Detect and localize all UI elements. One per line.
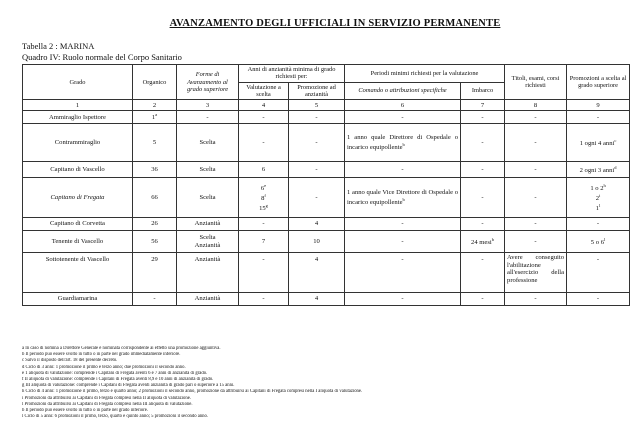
anzianita-cell: - — [289, 162, 345, 178]
quadro-label: Quadro IV: Ruolo normale del Corpo Sanitario — [22, 52, 182, 62]
comando-cell: - — [345, 253, 461, 293]
col-number: 1 — [23, 100, 133, 111]
titoli-cell: - — [505, 162, 567, 178]
grado-cell: Ammiraglio Ispettore — [23, 111, 133, 124]
organico-cell: 1$^a$ — [133, 111, 177, 124]
header-imbarco: Imbarco — [461, 82, 505, 100]
imbarco-cell: - — [461, 178, 505, 218]
promozioni-cell: 1 o 2$^h$ 2$^i$ 1$^l$ — [567, 178, 630, 218]
header-titoli: Titoli, esami, corsi richiesti — [505, 65, 567, 100]
forme-cell: Anzianità — [177, 218, 239, 231]
table-row — [23, 111, 630, 124]
table-row — [23, 253, 630, 293]
table-row — [23, 124, 630, 162]
titoli-cell: - — [505, 218, 567, 231]
grado-cell: Capitano di Corvetta — [23, 218, 133, 231]
grado-cell: Sottotenente di Vascello — [23, 253, 133, 293]
grado-cell: Capitano di Vascello — [23, 162, 133, 178]
forme-cell: Anzianità — [177, 293, 239, 306]
organico-cell: 29 — [133, 253, 177, 293]
organico-cell: 5 — [133, 124, 177, 162]
promozioni-cell: 1 ogni 4 anni$^c$ — [567, 124, 630, 162]
comando-cell: - — [345, 293, 461, 306]
footnote: i Promozioni da attribuirsi ai Capitani di Fregata compresi nella II aliquota di valutazione. — [22, 395, 191, 401]
imbarco-cell: - — [461, 253, 505, 293]
anzianita-cell: 4 — [289, 293, 345, 306]
comando-cell: - — [345, 231, 461, 253]
grado-cell: Capitano di Fregata — [23, 178, 133, 218]
valutazione-cell: - — [239, 253, 289, 293]
anzianita-cell: - — [289, 111, 345, 124]
imbarco-cell: - — [461, 124, 505, 162]
valutazione-cell: - — [239, 293, 289, 306]
table-row — [23, 178, 630, 218]
imbarco-cell: - — [461, 111, 505, 124]
titoli-cell: Avere conseguito l'abilitazione all'esercizio della professione — [505, 253, 567, 293]
anzianita-cell: 10 — [289, 231, 345, 253]
footnote: l Promozioni da attribuirsi ai Capitani di Fregata compresi nella III aliquota di valutazione. — [22, 401, 193, 407]
valutazione-cell: - — [239, 111, 289, 124]
footnote: a In caso di nomina a Direttore Generale è nominata corrispondente ai effetto una promozione aggiuntiva. — [22, 346, 221, 351]
header-anni-group: Anni di anzianità minima di grado richiesti per: — [239, 65, 345, 83]
column-number-row — [23, 100, 630, 111]
footnotes — [22, 346, 632, 420]
organico-cell: 26 — [133, 218, 177, 231]
grado-cell: Guardiamarina — [23, 293, 133, 306]
header-promozione-anzianita: Promozione ad anzianità — [289, 82, 345, 100]
document-title: AVANZAMENTO DEGLI UFFICIALI IN SERVIZIO PERMANENTE — [169, 18, 501, 29]
forme-cell: Scelta — [177, 124, 239, 162]
col-number: 6 — [345, 100, 461, 111]
col-number: 7 — [461, 100, 505, 111]
comando-cell: - — [345, 162, 461, 178]
grado-cell: Contrammiraglio — [23, 124, 133, 162]
footnote: f II aliquota di valutazione: comprende i Capitani di Fregata aventi 8,9 e 10 anni di anzianità di grado. — [22, 377, 214, 383]
footnote: b Il periodo può essere svolto in tutto o in parte nel grado inferiore. — [22, 408, 149, 414]
col-number: 9 — [567, 100, 630, 111]
header-grado: Grado — [23, 65, 133, 100]
promozioni-cell: - — [567, 253, 630, 293]
imbarco-cell: 24 mesi$^b$ — [461, 231, 505, 253]
promozioni-cell: 2 ogni 3 anni$^d$ — [567, 162, 630, 178]
table-row — [23, 231, 630, 253]
valutazione-cell: - — [239, 124, 289, 162]
imbarco-cell: - — [461, 218, 505, 231]
comando-cell: - — [345, 111, 461, 124]
advancement-table — [22, 64, 630, 306]
footnote: l Ciclo di 5 anni: 6 promozioni il primo, terzo, quarto e quinto anno; 5 promozioni il secondo anno. — [22, 414, 209, 420]
valutazione-cell: 7 — [239, 231, 289, 253]
forme-cell: Anzianità — [177, 253, 239, 293]
organico-cell: 66 — [133, 178, 177, 218]
promozioni-cell: 5 o 6$^l$ — [567, 231, 630, 253]
forme-cell: Scelta Anzianità — [177, 231, 239, 253]
footnote: d Ciclo di 3 anni: 1 promozione il primo e terzo anno; due promozioni il secondo anno. — [22, 364, 186, 370]
col-number: 3 — [177, 100, 239, 111]
promozioni-cell: - — [567, 218, 630, 231]
valutazione-cell: 6e 8$^f$ 15$^g$ — [239, 178, 289, 218]
footnote: g III aliquota di valutazione: comprende i Capitani di Fregata aventi anzianità di grado pari o superiore a 15 anni. — [22, 383, 235, 389]
footnote: e 1 aliquota di valutazione: comprende i Capitani di Fregata aventi 6 e 7 anni di anzianità di grado. — [22, 370, 208, 376]
titoli-cell: - — [505, 178, 567, 218]
table-row — [23, 293, 630, 306]
footnote: c Salvo il disposto dell'art. 18 del presente decreto. — [22, 358, 118, 364]
organico-cell: 56 — [133, 231, 177, 253]
header-periodi-group: Periodi minimi richiesti per la valutazione — [345, 65, 505, 83]
col-number: 4 — [239, 100, 289, 111]
imbarco-cell: - — [461, 293, 505, 306]
header-valutazione: Valutazione a scelta — [239, 82, 289, 100]
organico-cell: - — [133, 293, 177, 306]
anzianita-cell: 4 — [289, 218, 345, 231]
table-row — [23, 218, 630, 231]
header-comando: Comando o attribuzioni specifiche — [345, 82, 461, 100]
footnote: b Il periodo può essere svolto in tutto o in parte nel grado immediatamente inferiore. — [22, 352, 181, 358]
titoli-cell: - — [505, 124, 567, 162]
table-row — [23, 162, 630, 178]
anzianita-cell: - — [289, 124, 345, 162]
forme-cell: Scelta — [177, 178, 239, 218]
titoli-cell: - — [505, 231, 567, 253]
anzianita-cell: - — [289, 178, 345, 218]
forme-cell: - — [177, 111, 239, 124]
forme-cell: Scelta — [177, 162, 239, 178]
table-label: Tabella 2 : MARINA — [22, 41, 95, 51]
col-number: 5 — [289, 100, 345, 111]
titoli-cell: - — [505, 293, 567, 306]
promozioni-cell: - — [567, 111, 630, 124]
header-organico: Organico — [133, 65, 177, 100]
organico-cell: 36 — [133, 162, 177, 178]
comando-cell: - — [345, 218, 461, 231]
titoli-cell: - — [505, 111, 567, 124]
header-promozioni-scelta: Promozioni a scelta al grado superiore — [567, 65, 630, 100]
comando-cell: 1 anno quale Vice Direttore di Ospedale o incarico equipollente$^b$ — [345, 178, 461, 218]
valutazione-cell: 6 — [239, 162, 289, 178]
anzianita-cell: 4 — [289, 253, 345, 293]
header-row-1 — [23, 65, 630, 83]
footnote: h Ciclo di 4 anni: 1 promozione il primo, terzo e quarto anno; 2 promozioni il secondo anno, promozione da attribuirsi ai Capitani di Fregata compresi nella I aliquota di valutazione. — [22, 389, 363, 395]
col-number: 8 — [505, 100, 567, 111]
comando-cell: 1 anno quale Direttore di Ospedale o incarico equipollente$^b$ — [345, 124, 461, 162]
header-forme: Forme di Avanzamento al grado superiore — [177, 65, 239, 100]
imbarco-cell: - — [461, 162, 505, 178]
valutazione-cell: - — [239, 218, 289, 231]
grado-cell: Tenente di Vascello — [23, 231, 133, 253]
promozioni-cell: - — [567, 293, 630, 306]
col-number: 2 — [133, 100, 177, 111]
